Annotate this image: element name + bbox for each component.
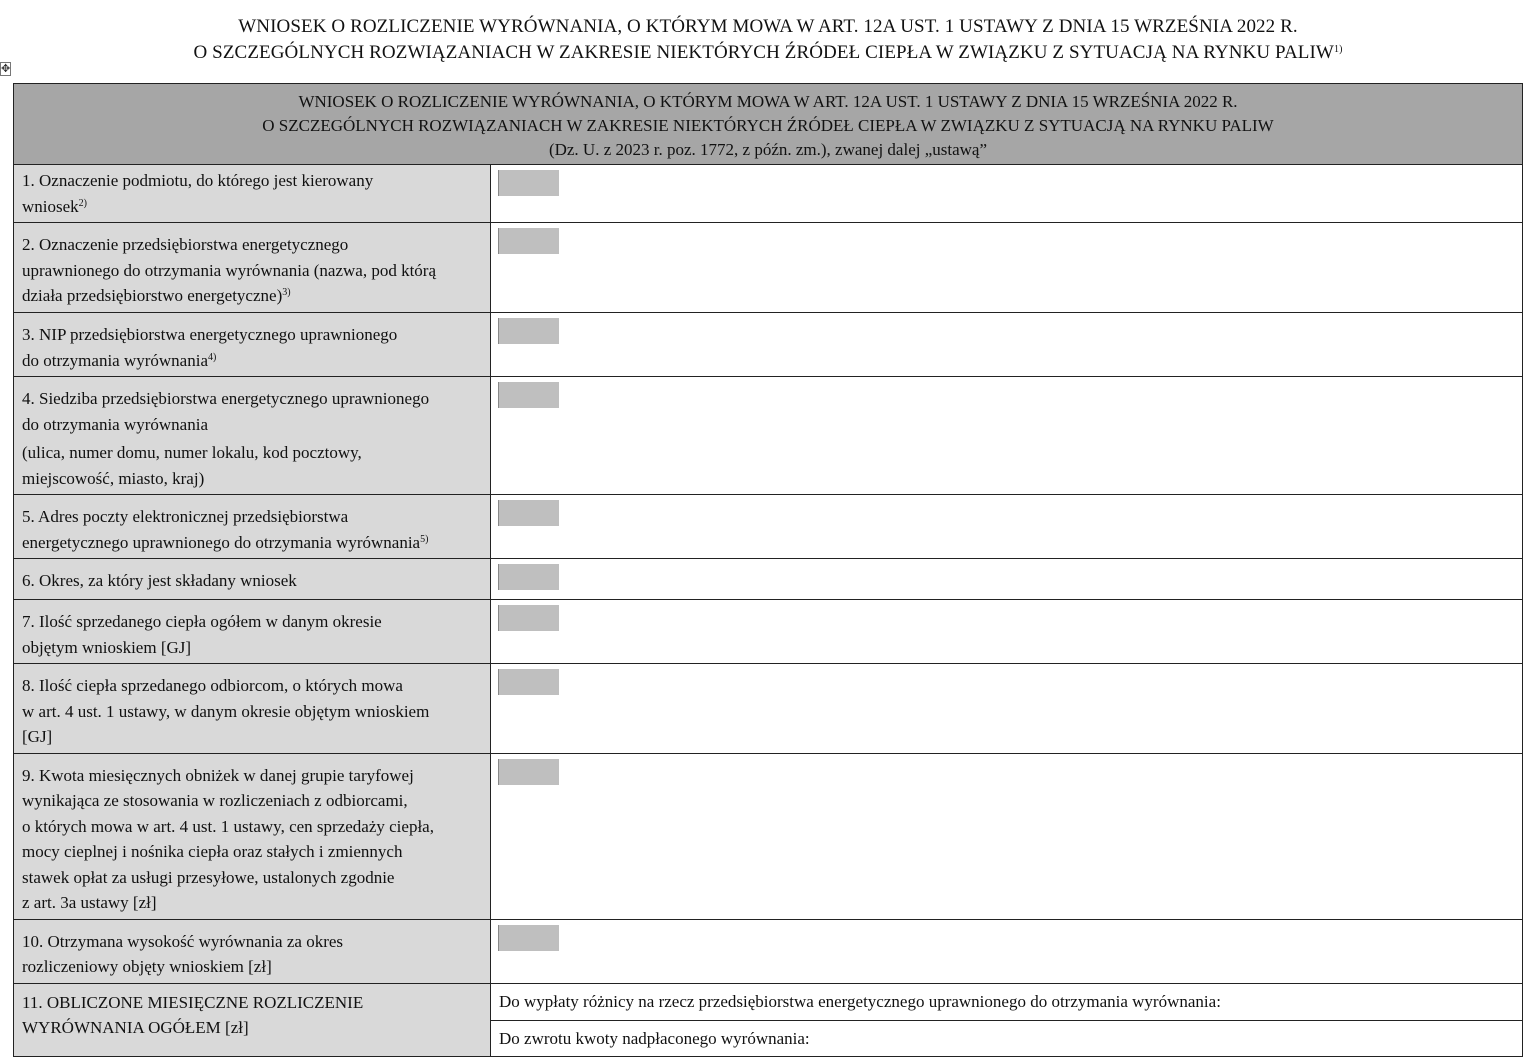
row-11-label-line-2: WYRÓWNANIA OGÓŁEM [zł] (22, 1018, 249, 1037)
row-4-label-line-4 (22, 466, 484, 492)
table-header-row (14, 84, 1523, 165)
row-10-label (14, 920, 490, 983)
row-5-label-line-1 (22, 504, 484, 530)
row-9-label-cell (14, 753, 491, 919)
row-10-label-text-2: rozliczeniowy objęty wnioskiem [zł] (22, 957, 272, 976)
application-form-table (13, 83, 1523, 1057)
table-header-line-2: O SZCZEGÓLNYCH ROZWIĄZANIACH W ZAKRESIE NIEKTÓRYCH ŹRÓDEŁ CIEPŁA W ZWIĄZKU Z SYTUACJĄ NA RYNKU PALIW (262, 116, 1274, 135)
row-8-label-line-2 (22, 699, 484, 725)
row-5-label-cell (14, 495, 491, 559)
row-2-label-cell (14, 223, 491, 313)
form-row-2 (14, 223, 1523, 313)
row-9-label (14, 754, 490, 919)
row-2-footnote-ref: 3) (282, 287, 291, 298)
table-header-line-3: (Dz. U. z 2023 r. poz. 1772, z późn. zm.), zwanej dalej „ustawą” (548, 140, 988, 159)
payout-option[interactable]: Do wypłaty różnicy na rzecz przedsiębiorstwa energetycznego uprawnionego do otrzymania wyrównania: (499, 991, 1221, 1011)
form-row-1 (14, 165, 1523, 223)
row-1-label-line-2 (22, 194, 484, 220)
row-2-label-text-3: działa przedsiębiorstwo energetyczne) (22, 286, 283, 305)
row-1-label-cell (14, 165, 491, 223)
row-9-label-text-4: mocy cieplnej i nośnika ciepła oraz stałych i zmiennych (22, 842, 403, 861)
row-2-label-text-1: 2. Oznaczenie przedsiębiorstwa energetycznego (22, 235, 349, 254)
row-7-value-cell (491, 600, 1523, 664)
row-5-label-line-2 (22, 530, 484, 556)
row-3-label-text-2: do otrzymania wyrównania (22, 350, 208, 370)
row-9-label-text-2: wynikająca ze stosowania w rozliczeniach z odbiorcami, (22, 791, 408, 810)
row-10-label-line-1 (22, 929, 484, 955)
row-2-input-field[interactable] (498, 228, 559, 254)
row-9-value-cell (491, 753, 1523, 919)
row-5-footnote-ref: 5) (420, 533, 429, 545)
row-5-input-field[interactable] (498, 500, 559, 526)
row-1-input-field[interactable] (498, 170, 559, 196)
row-4-label-text-2: do otrzymania wyrównania (22, 414, 208, 434)
row-4-value-cell (491, 377, 1523, 495)
row-2-value-cell (491, 223, 1523, 313)
row-8-label (14, 664, 490, 753)
table-move-handle-icon[interactable]: ✥ (1, 62, 11, 75)
row-9-label-line-6 (22, 890, 484, 916)
row-8-value-cell (491, 664, 1523, 754)
row-10-label-text-1: 10. Otrzymana wysokość wyrównania za okres (22, 931, 344, 951)
row-6-label-cell (14, 559, 491, 600)
row-11-label-line-1: 11. OBLICZONE MIESIĘCZNE ROZLICZENIE (22, 992, 364, 1012)
row-10-input-field[interactable] (498, 925, 559, 951)
row-5-label (14, 495, 490, 558)
form-row-7 (14, 600, 1523, 664)
document-title-line-2-text: O SZCZEGÓLNYCH ROZWIĄZANIACH W ZAKRESIE NIEKTÓRYCH ŹRÓDEŁ CIEPŁA W ZWIĄZKU Z SYTUACJĄ NA RYNKU PALIW (193, 42, 1334, 63)
row-8-label-cell (14, 664, 491, 754)
row-7-input-field[interactable] (498, 605, 559, 631)
row-6-label-line-1 (22, 568, 484, 594)
row-4-label-cell (14, 377, 491, 495)
row-4-input-field[interactable] (498, 382, 559, 408)
row-11-label (14, 984, 490, 1044)
row-7-label-line-2 (22, 635, 484, 661)
row-9-label-text-6: z art. 3a ustawy [zł] (22, 893, 157, 912)
row-4-label-line-1 (22, 386, 484, 412)
row-4-label (14, 377, 490, 494)
row-11-label-cell (14, 983, 491, 1056)
row-1-value-cell (491, 165, 1523, 223)
row-10-label-line-2 (22, 954, 484, 980)
row-1-label-line-1 (22, 168, 484, 194)
row-2-label-line-1 (22, 232, 484, 258)
row-5-label-text-2: energetycznego uprawnionego do otrzymania wyrównania (22, 532, 421, 552)
row-6-label-text-1: 6. Okres, za który jest składany wniosek (22, 571, 297, 590)
row-9-label-text-3: o których mowa w art. 4 ust. 1 ustawy, cen sprzedaży ciepła, (22, 816, 434, 836)
row-4-label-text-4: miejscowość, miasto, kraj) (22, 468, 205, 488)
row-8-label-text-3: [GJ] (22, 727, 53, 746)
row-6-label (14, 559, 490, 597)
row-8-label-line-3 (22, 724, 484, 750)
row-3-footnote-ref: 4) (208, 351, 217, 363)
form-row-5 (14, 495, 1523, 559)
row-8-label-line-1 (22, 673, 484, 699)
row-4-label-text-3: (ulica, numer domu, numer lokalu, kod pocztowy, (22, 443, 362, 462)
row-8-label-text-2: w art. 4 ust. 1 ustawy, w danym okresie objętym wnioskiem (22, 701, 430, 721)
form-row-11 (14, 983, 1523, 1056)
row-10-value-cell (491, 919, 1523, 983)
row-8-input-field[interactable] (498, 669, 559, 695)
refund-option[interactable]: Do zwrotu kwoty nadpłaconego wyrównania: (491, 1020, 1522, 1056)
row-2-label-line-3 (22, 283, 484, 309)
row-4-label-text-1: 4. Siedziba przedsiębiorstwa energetycznego uprawnionego (22, 389, 430, 408)
form-row-9 (14, 753, 1523, 919)
row-3-input-field[interactable] (498, 318, 559, 344)
form-row-4 (14, 377, 1523, 495)
row-11-value-cell (491, 983, 1523, 1056)
row-8-label-text-1: 8. Ilość ciepła sprzedanego odbiorcom, o których mowa (22, 676, 403, 695)
row-3-label (14, 313, 490, 376)
row-9-label-line-1 (22, 763, 484, 789)
form-rows (14, 165, 1523, 984)
row-2-label (14, 223, 490, 312)
row-5-value-cell (491, 495, 1523, 559)
row-9-label-line-3 (22, 814, 484, 840)
row-7-label-text-1: 7. Ilość sprzedanego ciepła ogółem w danym okresie (22, 612, 382, 631)
document-title (0, 14, 1536, 66)
row-3-label-cell (14, 313, 491, 377)
row-9-label-text-5: stawek opłat za usługi przesyłowe, ustalonych zgodnie (22, 867, 395, 887)
table-header (14, 84, 1523, 165)
row-10-label-cell (14, 919, 491, 983)
row-1-label-text-2: wniosek (22, 196, 79, 216)
row-4-label-line-3 (22, 440, 484, 466)
form-row-10 (14, 919, 1523, 983)
row-6-value-cell (491, 559, 1523, 600)
row-3-value-cell (491, 313, 1523, 377)
row-3-label-line-1 (22, 322, 484, 348)
row-9-label-line-4 (22, 839, 484, 865)
row-9-label-line-5 (22, 865, 484, 891)
row-9-label-text-1: 9. Kwota miesięcznych obniżek w danej grupie taryfowej (22, 765, 414, 785)
row-7-label-cell (14, 600, 491, 664)
row-4-label-line-2 (22, 412, 484, 438)
row-1-label (14, 165, 490, 222)
document-title-line-1: WNIOSEK O ROZLICZENIE WYRÓWNANIA, O KTÓRYM MOWA W ART. 12A UST. 1 USTAWY Z DNIA 15 WRZEŚNIA 2022 R. (238, 16, 1298, 37)
row-7-label (14, 600, 490, 663)
row-2-label-text-2: uprawnionego do otrzymania wyrównania (nazwa, pod którą (22, 260, 437, 280)
footnote-ref-1: 1) (1333, 44, 1343, 55)
document-title-line-2 (0, 40, 1536, 66)
form-row-8 (14, 664, 1523, 754)
form-row-3 (14, 313, 1523, 377)
row-3-label-line-2 (22, 348, 484, 374)
row-9-input-field[interactable] (498, 759, 559, 785)
row-2-label-line-2 (22, 258, 484, 284)
row-3-label-text-1: 3. NIP przedsiębiorstwa energetycznego uprawnionego (22, 325, 398, 344)
row-5-label-text-1: 5. Adres poczty elektronicznej przedsiębiorstwa (22, 507, 349, 526)
row-7-label-text-2: objętym wnioskiem [GJ] (22, 637, 192, 657)
table-header-line-1: WNIOSEK O ROZLICZENIE WYRÓWNANIA, O KTÓRYM MOWA W ART. 12A UST. 1 USTAWY Z DNIA 15 WRZEŚNIA 2022 R. (298, 92, 1238, 111)
row-1-footnote-ref: 2) (78, 197, 88, 209)
row-9-label-line-2 (22, 788, 484, 814)
row-7-label-line-1 (22, 609, 484, 635)
row-6-input-field[interactable] (498, 564, 559, 590)
row-1-label-text-1: 1. Oznaczenie podmiotu, do którego jest kierowany (22, 171, 374, 190)
form-row-6 (14, 559, 1523, 600)
